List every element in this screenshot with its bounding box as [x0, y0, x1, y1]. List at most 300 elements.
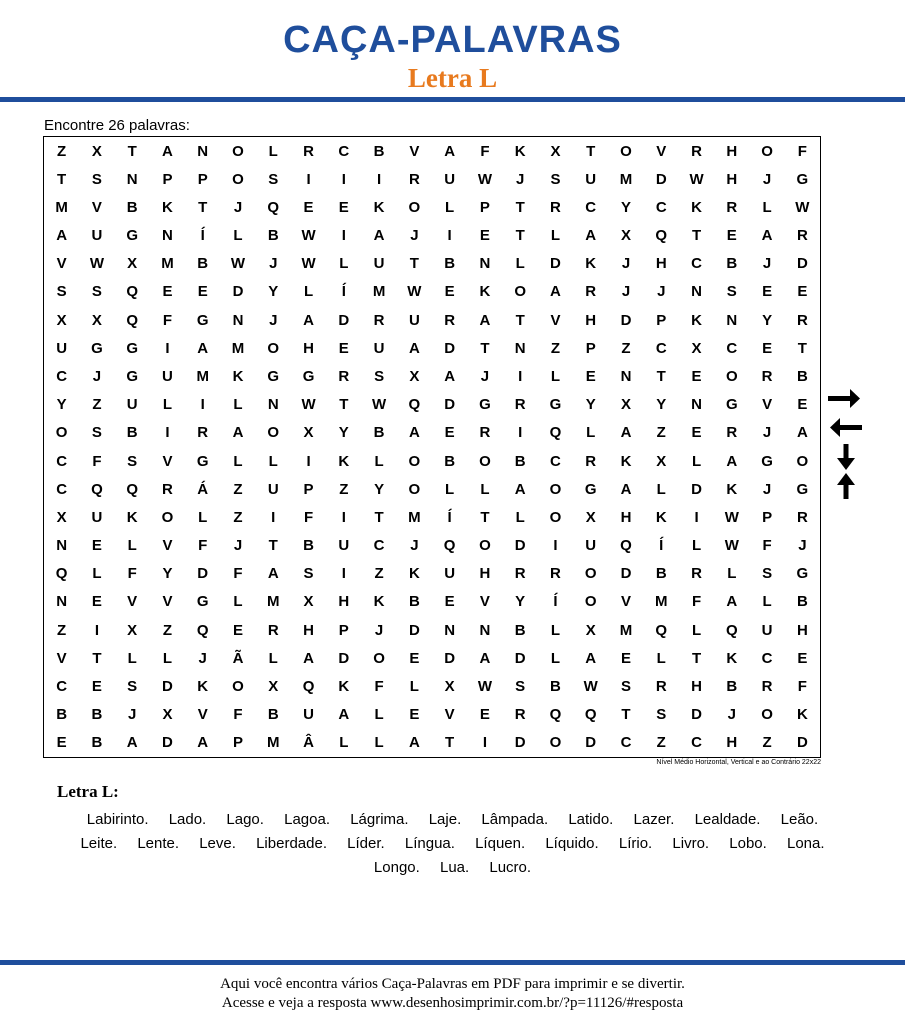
grid-cell: B	[444, 255, 456, 273]
grid-cell: C	[726, 339, 738, 357]
grid-cell: I	[482, 734, 487, 752]
grid-cell: Q	[443, 537, 456, 555]
grid-cell: W	[477, 170, 492, 188]
grid-cell: R	[796, 227, 808, 245]
grid-cell: T	[445, 734, 455, 752]
grid-cell: E	[56, 734, 67, 752]
grid-cell: D	[338, 311, 350, 329]
grid-cell: K	[197, 678, 209, 696]
grid-cell: K	[479, 283, 491, 301]
grid-cell: I	[165, 424, 170, 442]
grid-cell: U	[761, 621, 773, 639]
grid-cell: G	[91, 339, 103, 357]
grid-cell: A	[408, 734, 420, 752]
grid-cell: V	[620, 593, 631, 611]
grid-cell: I	[553, 537, 558, 555]
grid-cell: E	[232, 621, 243, 639]
grid-cell: B	[91, 734, 103, 752]
grid-cell: R	[761, 678, 773, 696]
grid-cell: W	[583, 678, 598, 696]
grid-cell: G	[126, 227, 138, 245]
grid-cell: J	[762, 480, 772, 498]
grid-cell: L	[762, 198, 772, 216]
grid-cell: R	[514, 706, 526, 724]
grid-cell: K	[126, 508, 138, 526]
grid-cell: A	[56, 227, 68, 245]
grid-cell: M	[408, 508, 421, 526]
grid-cell: Z	[656, 734, 666, 752]
grid-cell: F	[797, 142, 807, 160]
grid-cell: X	[303, 593, 314, 611]
grid-cell: Z	[550, 339, 561, 357]
grid-cell: K	[373, 593, 385, 611]
grid-cell: T	[374, 508, 384, 526]
arrow-right-icon	[828, 389, 860, 408]
grid-cell: P	[197, 170, 208, 188]
grid-cell: A	[408, 339, 420, 357]
grid-cell: L	[656, 480, 666, 498]
grid-cell: L	[550, 649, 561, 667]
grid-cell: S	[91, 170, 102, 188]
word-list-item: Leite.	[80, 835, 118, 852]
grid-cell: E	[585, 368, 596, 386]
grid-cell: A	[232, 424, 244, 442]
grid-cell: F	[797, 678, 807, 696]
grid-cell: M	[161, 255, 174, 273]
grid-cell: L	[233, 227, 243, 245]
grid-cell: Z	[656, 424, 666, 442]
grid-cell: Y	[374, 480, 385, 498]
grid-cell: A	[373, 227, 385, 245]
grid-cell: B	[303, 537, 314, 555]
grid-cell: F	[691, 593, 702, 611]
grid-cell: N	[691, 283, 702, 301]
grid-cell: F	[127, 565, 137, 583]
grid-cell: J	[410, 227, 419, 245]
word-list-item: Lealdade.	[694, 811, 761, 828]
grid-cell: S	[91, 424, 102, 442]
grid-cell: F	[480, 142, 490, 160]
grid-cell: L	[339, 734, 349, 752]
grid-cell: V	[444, 706, 455, 724]
grid-cell: L	[162, 649, 173, 667]
grid-cell: P	[656, 311, 667, 329]
top-divider	[0, 97, 905, 102]
grid-cell: R	[691, 142, 702, 160]
grid-cell: L	[445, 480, 455, 498]
puzzle-instructions: Encontre 26 palavras:	[44, 117, 190, 134]
grid-cell: L	[762, 593, 772, 611]
grid-cell: S	[268, 170, 279, 188]
grid-cell: X	[691, 339, 702, 357]
grid-cell: D	[514, 649, 526, 667]
grid-cell: O	[408, 452, 421, 470]
word-list-item: Lâmpada.	[481, 811, 549, 828]
grid-cell: R	[267, 621, 279, 639]
grid-cell: L	[268, 142, 278, 160]
grid-cell: D	[162, 678, 173, 696]
grid-cell: R	[691, 565, 702, 583]
grid-cell: B	[550, 678, 561, 696]
grid-cell: Í	[341, 283, 346, 301]
grid-cell: D	[585, 734, 597, 752]
grid-cell: L	[127, 649, 137, 667]
word-list-item: Lente.	[137, 835, 180, 852]
grid-cell: X	[56, 311, 67, 329]
grid-cell: E	[338, 339, 349, 357]
grid-cell: D	[232, 283, 244, 301]
grid-cell: I	[341, 227, 346, 245]
grid-cell: T	[656, 368, 666, 386]
grid-cell: L	[691, 452, 702, 470]
grid-cell: L	[550, 368, 561, 386]
grid-cell: A	[444, 368, 456, 386]
grid-cell: Z	[339, 480, 349, 498]
grid-cell: R	[726, 424, 738, 442]
grid-cell: O	[232, 142, 244, 160]
grid-cell: W	[89, 255, 104, 273]
grid-cell: O	[479, 537, 491, 555]
word-list-item: Lona.	[786, 835, 825, 852]
grid-cell: Ã	[232, 649, 244, 667]
grid-cell: I	[271, 508, 276, 526]
grid-cell: C	[655, 339, 667, 357]
grid-cell: K	[338, 678, 350, 696]
grid-cell: D	[444, 649, 456, 667]
grid-cell: O	[55, 424, 68, 442]
grid-cell: E	[762, 283, 773, 301]
grid-cell: P	[338, 621, 349, 639]
grid-cell: M	[655, 593, 668, 611]
grid-cell: Y	[162, 565, 173, 583]
grid-cell: E	[797, 649, 808, 667]
grid-cell: R	[550, 198, 561, 216]
grid-cell: I	[306, 452, 311, 470]
grid-cell: M	[196, 368, 209, 386]
grid-cell: A	[761, 227, 773, 245]
grid-cell: U	[56, 339, 68, 357]
grid-cell: D	[620, 565, 632, 583]
grid-cell: X	[91, 311, 102, 329]
grid-cell: L	[268, 649, 278, 667]
grid-cell: W	[407, 283, 422, 301]
grid-cell: Q	[584, 706, 597, 724]
grid-cell: E	[162, 283, 173, 301]
word-list-item: Líder.	[347, 835, 385, 852]
word-list-item: Lado.	[168, 811, 207, 828]
page-subtitle: Letra L	[407, 63, 498, 93]
grid-cell: B	[408, 593, 420, 611]
grid-cell: T	[198, 198, 208, 216]
grid-cell: O	[161, 508, 174, 526]
grid-cell: O	[549, 480, 562, 498]
grid-cell: G	[796, 565, 809, 583]
page-title: CAÇA-PALAVRAS	[283, 19, 622, 61]
grid-cell: L	[339, 255, 349, 273]
word-list-item: Lucro.	[489, 859, 532, 876]
grid-cell: E	[444, 593, 455, 611]
grid-cell: Á	[197, 480, 209, 498]
grid-cell: O	[408, 198, 421, 216]
grid-cell: L	[550, 227, 561, 245]
grid-cell: D	[444, 396, 456, 414]
grid-cell: U	[91, 508, 103, 526]
grid-cell: V	[656, 142, 667, 160]
grid-cell: K	[691, 198, 702, 216]
grid-cell: A	[550, 283, 561, 301]
footer-line-2: Acesse e veja a resposta www.desenhosimprimir.com.br/?p=11126/#resposta	[221, 995, 684, 1011]
grid-cell: Q	[655, 621, 668, 639]
grid-cell: V	[550, 311, 561, 329]
grid-cell: W	[724, 508, 739, 526]
grid-cell: B	[197, 255, 209, 273]
grid-cell: X	[656, 452, 667, 470]
arrow-left-icon	[830, 418, 862, 437]
grid-cell: E	[409, 706, 420, 724]
grid-cell: C	[550, 452, 561, 470]
grid-cell: P	[303, 480, 314, 498]
grid-cell: J	[621, 255, 631, 273]
grid-cell: L	[303, 283, 314, 301]
grid-cell: X	[585, 508, 596, 526]
grid-cell: C	[655, 198, 667, 216]
grid-cell: I	[94, 621, 99, 639]
word-list-item: Liberdade.	[256, 835, 327, 852]
grid-cell: O	[267, 339, 280, 357]
word-list	[55, 808, 850, 880]
grid-cell: G	[584, 480, 597, 498]
grid-cell: K	[338, 452, 350, 470]
grid-cell: L	[727, 565, 737, 583]
word-list-item: Língua.	[404, 835, 455, 852]
grid-cell: J	[198, 649, 207, 667]
grid-cell: U	[338, 537, 350, 555]
grid-cell: N	[56, 593, 68, 611]
grid-cell: O	[725, 368, 738, 386]
grid-cell: V	[479, 593, 490, 611]
grid-cell: D	[550, 255, 561, 273]
grid-cell: Í	[659, 537, 664, 555]
grid-cell: B	[91, 706, 103, 724]
grid-cell: H	[303, 339, 314, 357]
grid-cell: V	[762, 396, 773, 414]
grid-cell: U	[373, 339, 385, 357]
grid-cell: H	[585, 311, 597, 329]
grid-cell: T	[92, 649, 102, 667]
grid-cell: D	[514, 734, 526, 752]
grid-cell: J	[621, 283, 631, 301]
grid-cell: W	[372, 396, 387, 414]
grid-cell: D	[408, 621, 420, 639]
grid-cell: L	[586, 424, 596, 442]
grid-cell: Y	[620, 198, 631, 216]
grid-cell: Y	[762, 311, 773, 329]
grid-cell: M	[372, 283, 386, 301]
grid-cell: C	[56, 480, 68, 498]
grid-cell: N	[56, 537, 68, 555]
grid-cell: X	[91, 142, 102, 160]
grid-cell: O	[584, 565, 597, 583]
word-search-grid	[43, 136, 821, 758]
grid-cell: T	[621, 706, 631, 724]
grid-cell: L	[480, 480, 490, 498]
word-list-item: Lagoa.	[284, 811, 331, 828]
grid-cell: B	[655, 565, 667, 583]
grid-cell: R	[796, 508, 808, 526]
grid-cell: Y	[585, 396, 596, 414]
grid-cell: P	[162, 170, 173, 188]
grid-cell: N	[444, 621, 456, 639]
grid-cell: L	[515, 508, 525, 526]
grid-cell: S	[550, 170, 561, 188]
grid-cell: Q	[126, 311, 138, 329]
grid-cell: B	[373, 142, 385, 160]
grid-cell: J	[798, 537, 807, 555]
grid-cell: R	[197, 424, 209, 442]
grid-cell: T	[480, 339, 490, 357]
grid-cell: A	[620, 480, 632, 498]
grid-cell: C	[56, 678, 68, 696]
grid-cell: K	[726, 649, 738, 667]
grid-cell: L	[550, 621, 561, 639]
grid-cell: O	[549, 508, 562, 526]
grid-cell: Q	[655, 227, 668, 245]
grid-cell: Q	[55, 565, 68, 583]
grid-cell: P	[232, 734, 243, 752]
grid-cell: O	[373, 649, 385, 667]
grid-cell: A	[126, 734, 138, 752]
grid-cell: C	[338, 142, 350, 160]
grid-cell: R	[550, 565, 561, 583]
grid-cell: Z	[162, 621, 173, 639]
grid-cell: B	[514, 452, 526, 470]
grid-cell: R	[726, 198, 738, 216]
grid-cell: X	[620, 396, 631, 414]
grid-cell: F	[233, 565, 243, 583]
grid-cell: E	[91, 593, 102, 611]
grid-cell: N	[620, 368, 632, 386]
grid-cell: B	[56, 706, 68, 724]
grid-cell: O	[620, 142, 632, 160]
grid-cell: E	[338, 198, 349, 216]
grid-cell: X	[550, 142, 561, 160]
grid-cell: S	[127, 678, 138, 696]
grid-cell: R	[444, 311, 456, 329]
grid-cell: E	[726, 227, 737, 245]
grid-cell: B	[126, 198, 138, 216]
grid-cell: X	[127, 621, 138, 639]
grid-cell: F	[162, 311, 173, 329]
grid-cell: C	[691, 734, 702, 752]
grid-cell: I	[518, 368, 523, 386]
grid-cell: J	[233, 537, 243, 555]
grid-cell: O	[584, 593, 597, 611]
grid-cell: X	[268, 678, 279, 696]
grid-cell: Í	[447, 508, 452, 526]
grid-cell: D	[514, 537, 526, 555]
grid-cell: I	[341, 508, 346, 526]
grid-cell: L	[691, 537, 702, 555]
word-list-item: Líquen.	[475, 835, 526, 852]
grid-cell: N	[691, 396, 702, 414]
grid-cell: D	[796, 734, 808, 752]
grid-cell: Q	[725, 621, 738, 639]
grid-cell: R	[514, 565, 526, 583]
grid-cell: R	[655, 678, 667, 696]
grid-cell: R	[761, 368, 773, 386]
grid-cell: L	[233, 396, 243, 414]
grid-cell: G	[761, 452, 773, 470]
grid-cell: Q	[196, 621, 209, 639]
grid-cell: X	[56, 508, 67, 526]
grid-cell: Q	[126, 480, 138, 498]
grid-cell: A	[479, 311, 491, 329]
grid-cell: L	[691, 621, 702, 639]
grid-cell: L	[198, 508, 208, 526]
grid-cell: Q	[549, 706, 562, 724]
grid-cell: P	[762, 508, 773, 526]
grid-cell: E	[797, 283, 808, 301]
grid-cell: H	[655, 255, 667, 273]
grid-cell: Z	[621, 339, 631, 357]
grid-cell: G	[796, 480, 809, 498]
grid-cell: T	[515, 227, 525, 245]
grid-cell: W	[301, 255, 316, 273]
grid-cell: F	[233, 706, 243, 724]
grid-cell: I	[694, 508, 699, 526]
grid-cell: L	[374, 452, 384, 470]
grid-cell: O	[408, 480, 421, 498]
grid-cell: I	[341, 170, 346, 188]
grid-cell: V	[56, 255, 67, 273]
grid-cell: R	[514, 396, 526, 414]
grid-cell: J	[269, 311, 278, 329]
grid-cell: G	[196, 452, 209, 470]
grid-cell: W	[477, 678, 492, 696]
grid-cell: R	[373, 311, 385, 329]
grid-cell: P	[585, 339, 596, 357]
grid-cell: Q	[302, 678, 315, 696]
grid-cell: V	[197, 706, 208, 724]
grid-cell: W	[795, 198, 810, 216]
grid-cell: D	[197, 565, 209, 583]
grid-cell: U	[585, 170, 597, 188]
footer	[0, 975, 905, 1013]
grid-cell: G	[549, 396, 562, 414]
grid-cell: H	[338, 593, 350, 611]
grid-cell: L	[162, 396, 173, 414]
grid-cell: U	[267, 480, 279, 498]
grid-cell: L	[268, 452, 278, 470]
grid-cell: A	[620, 424, 632, 442]
grid-cell: M	[619, 170, 633, 188]
grid-cell: T	[409, 255, 419, 273]
grid-cell: D	[691, 480, 702, 498]
grid-cell: X	[585, 621, 596, 639]
grid-cell: A	[162, 142, 173, 160]
grid-cell: G	[196, 311, 209, 329]
word-list-item: Leve.	[199, 835, 236, 852]
grid-cell: N	[514, 339, 526, 357]
grid-cell: O	[796, 452, 809, 470]
grid-cell: F	[198, 537, 208, 555]
grid-cell: C	[620, 734, 632, 752]
grid-cell: E	[91, 537, 102, 555]
grid-cell: B	[444, 452, 456, 470]
grid-cell: A	[197, 339, 209, 357]
grid-cell: T	[515, 198, 525, 216]
grid-cell: L	[445, 198, 455, 216]
